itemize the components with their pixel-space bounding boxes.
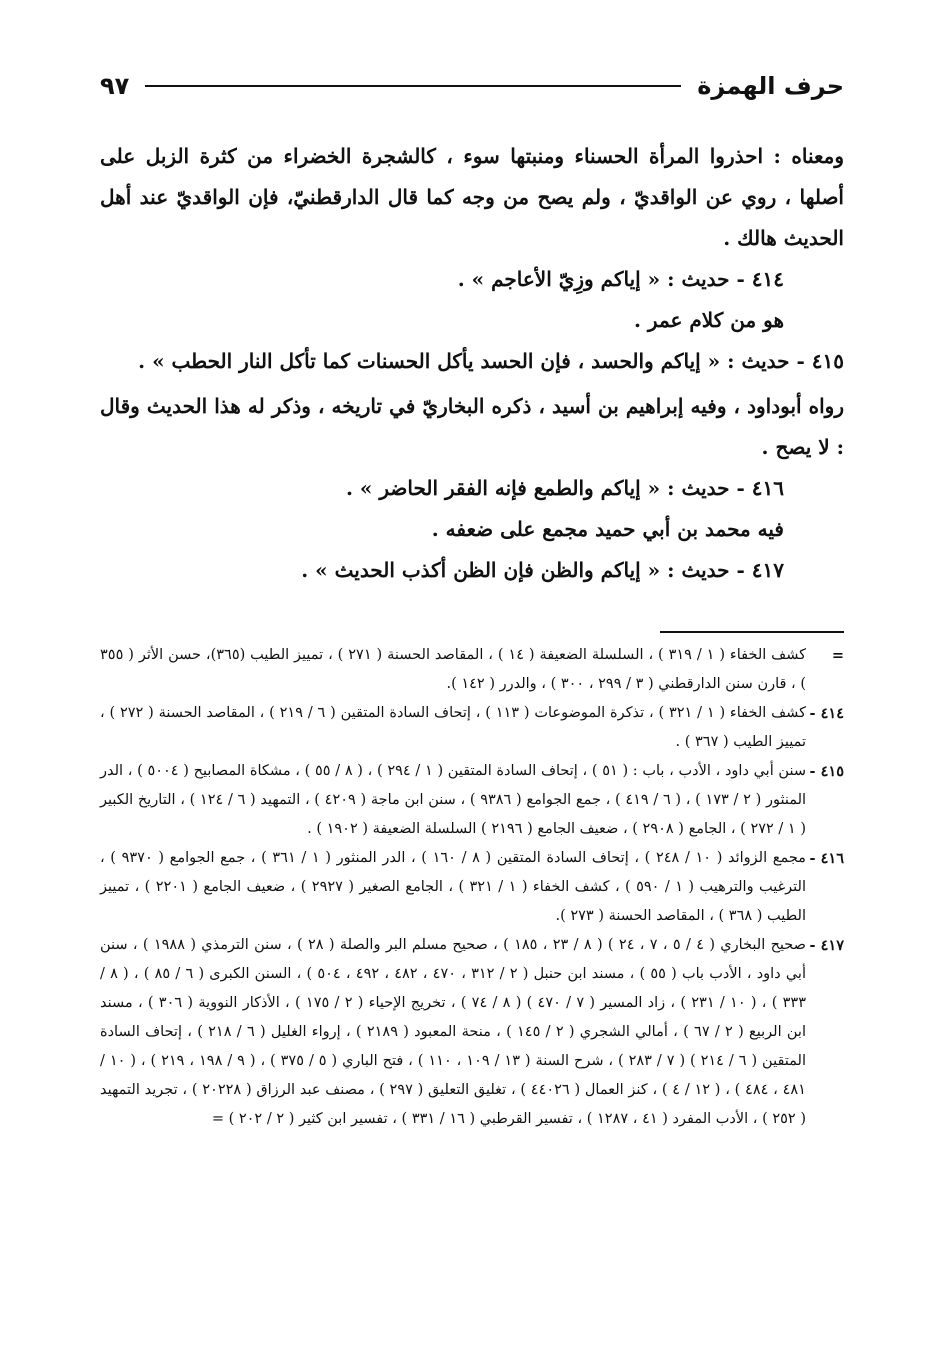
chapter-title: حرف الهمزة <box>697 72 844 100</box>
footnote-text: سنن أبي داود ، الأدب ، باب : ( ٥١ ) ، إتحاف السادة المتقين ( ١ / ٢٩٤ ) ، ( ٨ / ٥٥ ) ، مشكاة المصابيح ( ٥٠٠٤ ) ، الدر المنثور ( ٢ / ١٧٣ ) ، ( ٦ / ٤١٩ ) ، جمع الجوامع ( ٩٣٨٦ ) ، سنن ابن ماجة ( ٤٢٠٩ ) ، التمهيد ( ٦ / ١٢٤ ) ، التاريخ الكبير ( ١ / ٢٧٢ ) ، الجامع ( ٢٩٠٨ ) ، ضعيف الجامع ( ٢١٩٦ ) السلسلة الضعيفة ( ١٩٠٢ ) . <box>100 763 807 837</box>
hadith-entry: ٤١٦ - حديث : « إياكم والطمع فإنه الفقر الحاضر » . <box>345 476 784 500</box>
page-number: ٩٧ <box>100 72 130 100</box>
paragraph: ومعناه : احذروا المرأة الحسناء ومنبتها سوء ، كالشجرة الخضراء من كثرة الزبل على أصلها ، روي عن الواقديّ ، ولم يصح من وجه كما قال الدارقطنيّ، فإن الواقديّ عند أهل الحديث هالك . <box>100 144 845 250</box>
footnote-label: ٤١٥ - <box>809 763 844 780</box>
footnote <box>100 699 844 757</box>
commentary: رواه أبوداود ، وفيه إبراهيم بن أسيد ، ذكره البخاريّ في تاريخه ، وذكر له هذا الحديث وقال : لا يصح . <box>100 394 844 459</box>
commentary: هو من كلام عمر . <box>634 308 784 332</box>
footnote <box>100 844 844 931</box>
footnote-label: ٤١٦ - <box>809 850 844 867</box>
footnote-label: ٤١٧ - <box>809 937 844 954</box>
footnote <box>100 757 844 844</box>
hadith-entry: ٤١٤ - حديث : « إياكم وزِيّ الأعاجم » . <box>457 267 784 291</box>
footnote-text: كشف الخفاء ( ١ / ٣١٩ ) ، السلسلة الضعيفة ( ١٤ ) ، المقاصد الحسنة ( ٢٧١ ) ، تمييز الطيب (٣٦٥)، حسن الأثر ( ٣٥٥ ) ، قارن سنن الدارقطني ( ٣ / ٢٩٩ ، ٣٠٠ ) ، والدرر ( ١٤٢ ). <box>100 647 807 692</box>
footnote-label: = <box>831 647 844 664</box>
header-rule <box>145 85 681 87</box>
footnote <box>100 931 844 1134</box>
footnotes <box>100 641 844 1134</box>
commentary: فيه محمد بن أبي حميد مجمع على ضعفه . <box>431 517 784 541</box>
footnote-text: مجمع الزوائد ( ١٠ / ٢٤٨ ) ، إتحاف السادة المتقين ( ٨ / ١٦٠ ) ، الدر المنثور ( ١ / ٣٦١ ) ، جمع الجوامع ( ٩٣٧٠ ) ، الترغيب والترهيب ( ١ / ٥٩٠ ) ، كشف الخفاء ( ١ / ٣٢١ ) ، الجامع الصغير ( ٢٩٢٧ ) ، ضعيف الجامع ( ٢٢٠١ ) ، تمييز الطيب ( ٣٦٨ ) ، المقاصد الحسنة ( ٢٧٣ ). <box>100 850 806 924</box>
footnote <box>100 641 844 699</box>
running-header <box>100 66 844 106</box>
footnote-text: صحيح البخاري ( ٤ / ٥ ، ٧ ، ٢٤ ) ( ٨ / ٢٣ ، ١٨٥ ) ، صحيح مسلم البر والصلة ( ٢٨ ) ، سنن الترمذي ( ١٩٨٨ ) ، سنن أبي داود ، الأدب باب ( ٥٥ ) ، مسند ابن حنبل ( ٢ / ٣١٢ ، ٤٧٠ ، ٤٨٢ ، ٤٩٢ ، ٥٠٤ ) ، السنن الكبرى ( ٦ / ٨٥ ) ، ( ٨ / ٣٣٣ ) ، ( ١٠ / ٢٣١ ) ، زاد المسير ( ٧ / ٤٧٠ ) ( ٨ / ٧٤ ) ، تخريج الإحياء ( ٢ / ١٧٥ ) ، الأذكار النووية ( ٣٠٦ ) ، مسند ابن الربيع ( ٢ / ٦٧ ) ، أمالي الشجري ( ٢ / ١٤٥ ) ، منحة المعبود ( ٢١٨٩ ) ، إرواء الغليل ( ٦ / ٢١٨ ) ، إتحاف السادة المتقين ( ٦ / ٢١٤ ) ( ٧ / ٢٨٣ ) ، شرح السنة ( ١٣ / ١٠٩ ، ١١٠ ) ، فتح الباري ( ٥ / ٣٧٥ ) ، ( ٩ / ١٩٨ ، ٢١٩ ) ، ( ١٠ / ٤٨١ ، ٤٨٤ ) ، ( ١٢ / ٤ ) ، كنز العمال ( ٤٤٠٢٦ ) ، تغليق التعليق ( ٢٩٧ ) ، مصنف عبد الرزاق ( ٢٠٢٢٨ ) ، تجريد التمهيد ( ٢٥٢ ) ، الأدب المفرد ( ٤١ ، ١٢٨٧ ) ، تفسير القرطبي ( ١٦ / ٣٣١ ) ، تفسير ابن كثير ( ٢ / ٢٠٢ ) = <box>100 937 807 1127</box>
footnote-separator <box>660 631 844 633</box>
hadith-entry: ٤١٥ - حديث : « إياكم والحسد ، فإن الحسد يأكل الحسنات كما تأكل النار الحطب » . <box>138 349 844 373</box>
footnote-label: ٤١٤ - <box>809 705 844 722</box>
footnote-text: كشف الخفاء ( ١ / ٣٢١ ) ، تذكرة الموضوعات ( ١١٣ ) ، إتحاف السادة المتقين ( ٦ / ٢١٩ ) ، المقاصد الحسنة ( ٢٧٢ ) ، تمييز الطيب ( ٣٦٧ ) . <box>100 705 806 750</box>
main-text <box>100 136 844 591</box>
book-page <box>100 66 844 1134</box>
hadith-entry: ٤١٧ - حديث : « إياكم والظن فإن الظن أكذب الحديث » . <box>301 558 784 582</box>
